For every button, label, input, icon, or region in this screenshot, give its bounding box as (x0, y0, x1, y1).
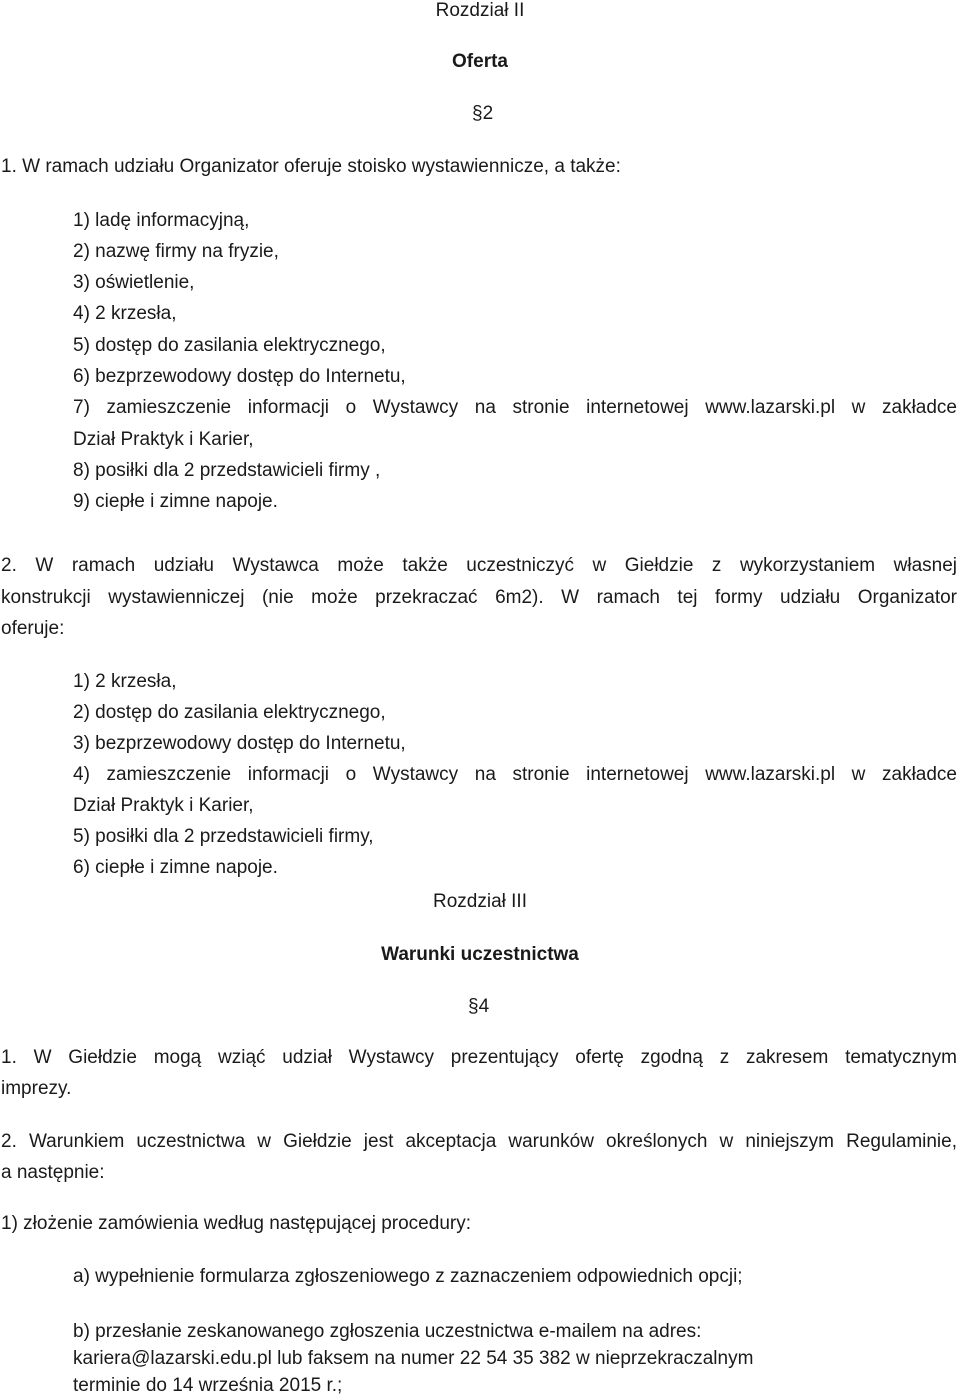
paragraph-text: a następnie: (1, 1162, 105, 1183)
section-number: §4 (468, 996, 490, 1017)
paragraph-text: 2. Warunkiem uczestnictwa w Giełdzie jest akceptacja warunków określonych w niniejszym Regulaminie, (1, 1131, 957, 1152)
list-item: 3) bezprzewodowy dostęp do Internetu, (73, 733, 406, 754)
procedure-substep: a) wypełnienie formularza zgłoszeniowego z zaznaczeniem odpowiednich opcji; (73, 1266, 743, 1287)
procedure-step: 1) złożenie zamówienia według następującej procedury: (1, 1213, 471, 1234)
procedure-substep: kariera@lazarski.edu.pl lub faksem na numer 22 54 35 382 w nieprzekraczalnym (73, 1348, 754, 1369)
list-item: 5) posiłki dla 2 przedstawicieli firmy, (73, 826, 374, 847)
list-item: 8) posiłki dla 2 przedstawicieli firmy , (73, 460, 381, 481)
procedure-substep: terminie do 14 września 2015 r.; (73, 1375, 343, 1396)
list-item: 3) oświetlenie, (73, 272, 195, 293)
paragraph-text: 1. W ramach udziału Organizator oferuje stoisko wystawiennicze, a także: (1, 156, 621, 177)
list-item: 9) ciepłe i zimne napoje. (73, 491, 278, 512)
list-item: 6) bezprzewodowy dostęp do Internetu, (73, 366, 406, 387)
list-item: 1) ladę informacyjną, (73, 210, 250, 231)
paragraph-text: 2. W ramach udziału Wystawca może także uczestniczyć w Giełdzie z wykorzystaniem własnej (1, 555, 957, 576)
list-item: 6) ciepłe i zimne napoje. (73, 857, 278, 878)
chapter-heading: Rozdział III (433, 891, 527, 912)
section-number: §2 (472, 103, 494, 124)
list-item: 1) 2 krzesła, (73, 671, 177, 692)
list-item: 4) 2 krzesła, (73, 303, 177, 324)
list-item: Dział Praktyk i Karier, (73, 795, 254, 816)
paragraph-text: 1. W Giełdzie mogą wziąć udział Wystawcy prezentujący ofertę zgodną z zakresem tematycznym (1, 1047, 957, 1068)
procedure-substep: b) przesłanie zeskanowanego zgłoszenia uczestnictwa e-mailem na adres: (73, 1321, 702, 1342)
paragraph-text: oferuje: (1, 618, 65, 639)
chapter-title: Warunki uczestnictwa (381, 944, 579, 965)
list-item: 2) dostęp do zasilania elektrycznego, (73, 702, 386, 723)
list-item: 2) nazwę firmy na fryzie, (73, 241, 279, 262)
list-item: Dział Praktyk i Karier, (73, 429, 254, 450)
chapter-heading: Rozdział II (435, 0, 525, 21)
paragraph-text: imprezy. (1, 1078, 72, 1099)
list-item: 7) zamieszczenie informacji o Wystawcy na stronie internetowej www.lazarski.pl w zakładce (73, 397, 957, 418)
chapter-title: Oferta (452, 51, 508, 72)
list-item: 4) zamieszczenie informacji o Wystawcy na stronie internetowej www.lazarski.pl w zakładce (73, 764, 957, 785)
list-item: 5) dostęp do zasilania elektrycznego, (73, 335, 386, 356)
paragraph-text: konstrukcji wystawienniczej (nie może przekraczać 6m2). W ramach tej formy udziału Organizator (1, 587, 957, 608)
